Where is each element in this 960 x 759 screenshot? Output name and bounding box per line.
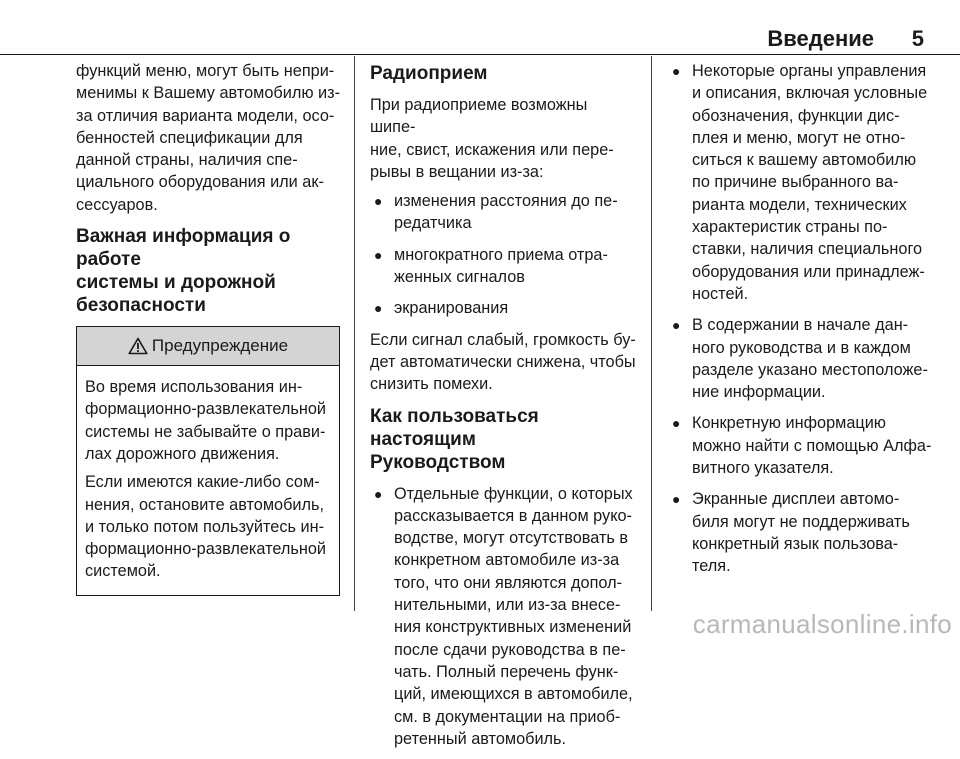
bullet-icon: ● [672,415,681,432]
list-item: ● изменения расстояния до пе- редатчика [374,192,618,233]
bullet-icon: ● [672,63,681,79]
list-item: ● Экранные дисплеи автомо- биля могут не поддерживать конкретный язык пользова- теля. [672,490,910,576]
radio-bullet-list [370,190,636,319]
list-item: ● Отдельные функции, о которых рассказывается в данном руко- водстве, могут отсутствовать в конкретном автомобиле из-за того, что они являются допол- нительными, или из-за внесе- ния конструктивных изменений после сдачи руководства в пе- чать. Полный перечень функ- ций, имеющихся в автомобиле, см. в документации на приоб- ретенный автомобиль. [374,484,633,748]
warning-paragraph-2: Если имеются какие-либо сом- нения, остановите автомобиль, и только потом пользуйтесь ин- формационно-развлекательной системой. [85,473,326,581]
bullet-icon: ● [374,485,383,502]
bullet-icon: ● [374,246,383,263]
watermark: carmanualsonline.info [692,609,952,639]
radio-heading: Радиоприем [370,63,488,84]
column-separator-1 [354,56,355,611]
manual-usage-heading: Как пользоваться настоящим Руководством [370,405,539,473]
warning-paragraph-1: Во время использования ин- формационно-развлекательной системы не забывайте о прави- лах дорожного движения. [85,378,326,463]
safety-heading: Важная информация о работе системы и дорожной безопасности [76,226,291,317]
list-item: ● многократного приема отра- женных сигналов [374,245,608,287]
notes-bullet-list [668,60,932,578]
header-rule [0,54,960,55]
bullet-icon: ● [672,317,681,334]
bullet-icon: ● [374,193,383,210]
warning-box [76,326,340,596]
warning-body [77,366,339,595]
list-item: ● В содержании в начале дан- ного руководства и в каждом разделе указано местоположе- ние информации. [672,316,928,402]
signal-paragraph: Если сигнал слабый, громкость бу- дет автоматически снижена, чтобы снизить помехи. [370,330,636,394]
bullet-icon: ● [672,491,681,508]
section-title: Введение [767,26,874,51]
column-2 [370,60,636,759]
intro-paragraph: функций меню, могут быть непри- менимы к Вашему автомобилю из- за отличия варианта модели, осо- бенностей спецификации для данной страны, наличия спе- циального оборудования или ак- сессуаров. [76,62,341,214]
list-item: ● Конкретную информацию можно найти с помощью Алфа- витного указателя. [672,414,932,478]
column-3 [668,60,932,587]
radio-paragraph: При радиоприеме возможны шипе- ние, свист, искажения или пере- рывы в вещании из-за: [370,96,614,181]
page-number: 5 [911,26,924,51]
manual-bullet-list [370,483,636,751]
page-header [0,0,960,56]
column-1 [76,60,342,596]
list-item: ● экранирования [370,297,636,319]
warning-title: Предупреждение [151,335,289,355]
bullet-icon: ● [374,300,383,317]
column-separator-2 [651,56,652,611]
warning-triangle-icon [128,337,148,355]
warning-header [77,327,339,366]
list-item: ● Некоторые органы управления и описания, включая условные обозначения, функции дис- плея и меню, могут не отно- ситься к вашему автомобилю по причине выбранного ва- рианта модели, технических характеристик страны по- ставки, наличия специального оборудования или принадлеж- ностей. [672,62,928,303]
